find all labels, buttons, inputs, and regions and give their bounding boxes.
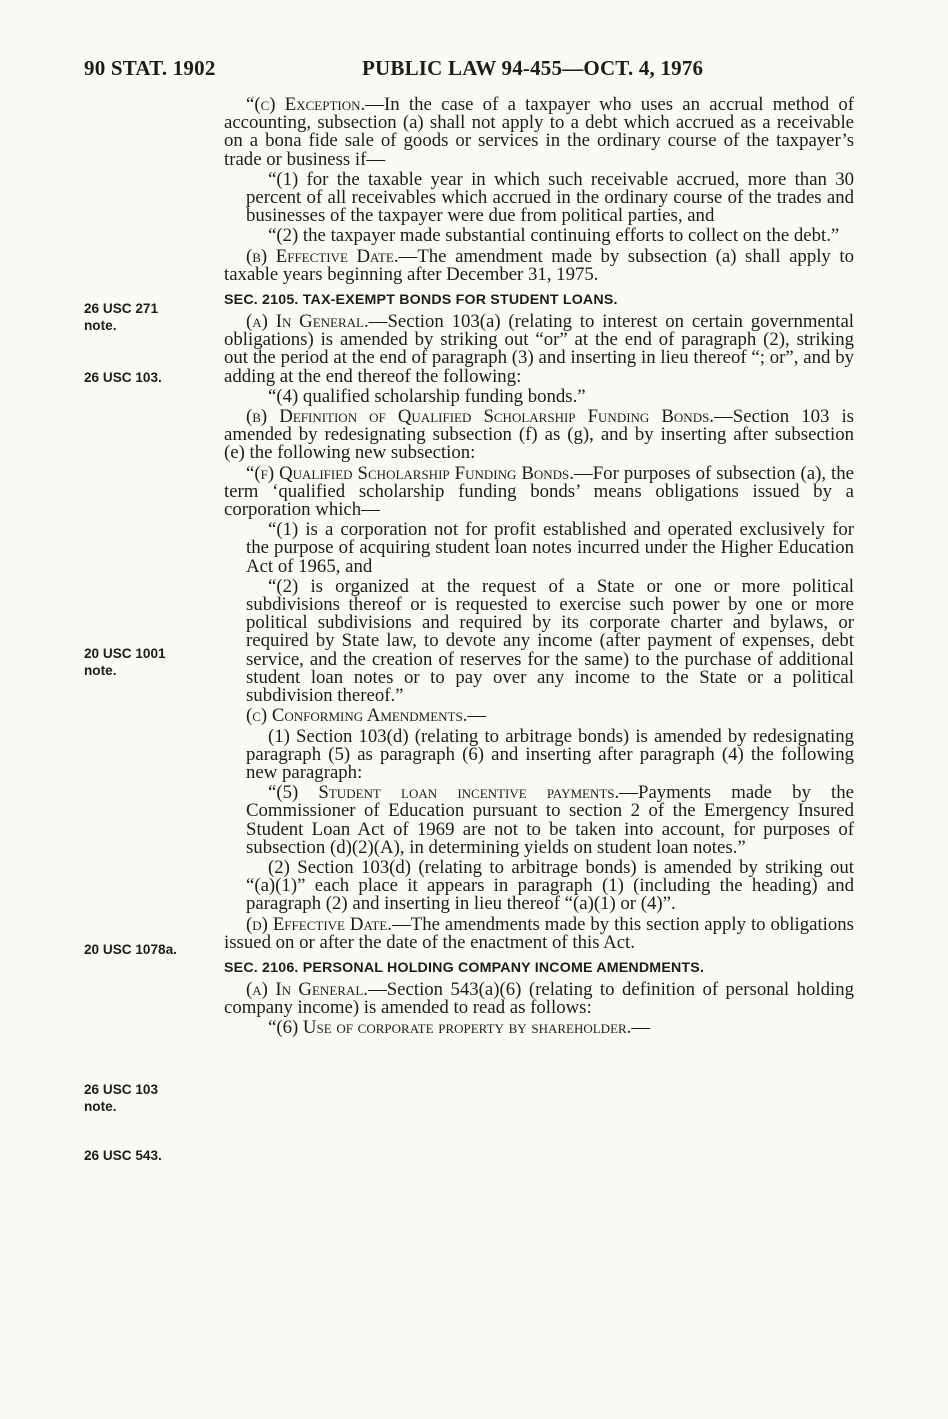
margin-note-26-usc-103-note: 26 USC 103 note. bbox=[84, 1082, 159, 1114]
para-f2: “(2) is organized at the request of a State or one or more political subdivisions thereof or is requested to exercise such power by one or more political subdivisions and required by its corporate charter and bylaws, or required by State law, to devote any income (after payment of expenses, debt service, and the creation of reserves for the same) to the purchase of additional student loan notes or to pay over any income to the State or a political subdivision thereof.” bbox=[246, 575, 854, 707]
section-2105-heading: SEC. 2105. TAX-EXEMPT BONDS FOR STUDENT LOANS. bbox=[224, 292, 618, 309]
running-header: PUBLIC LAW 94-455—OCT. 4, 1976 bbox=[362, 56, 704, 80]
margin-note-20-usc-1001: 20 USC 1001 note. bbox=[84, 646, 166, 678]
para-c-conforming: (c) Conforming Amendments.— bbox=[246, 705, 487, 727]
margin-note-26-usc-271: 26 USC 271 note. bbox=[84, 301, 159, 333]
para-6-corporate-property: “(6) Use of corporate property by shareholder.— bbox=[268, 1017, 651, 1039]
margin-note-26-usc-543: 26 USC 543. bbox=[84, 1148, 162, 1163]
para-b-effective-date: (b) Effective Date.—The amendment made by subsection (a) shall apply to taxable years beginning after December 31, 1975. bbox=[224, 245, 854, 285]
para-c-exception: “(c) Exception.—In the case of a taxpayer who uses an accrual method of accounting, subsection (a) shall not apply to a debt which accrued as a receivable on a bona fide sale of goods or services in the ordinary course of the taxpayer’s trade or business if— bbox=[224, 94, 854, 170]
stat-page-number: 90 STAT. 1902 bbox=[84, 56, 216, 80]
margin-note-26-usc-103: 26 USC 103. bbox=[84, 370, 162, 385]
para-c2: “(2) the taxpayer made substantial continuing efforts to collect on the debt.” bbox=[268, 225, 840, 247]
para-d-effective-date: (d) Effective Date.—The amendments made by this section apply to obligations issued on or after the date of the enactment of this Act. bbox=[224, 913, 854, 953]
para-b-definition: (b) Definition of Qualified Scholarship Funding Bonds.—Section 103 is amended by redesignating subsection (f) as (g), and by inserting after subsection (e) the following new subsection: bbox=[224, 406, 854, 464]
para-f-qualified-bonds: “(f) Qualified Scholarship Funding Bonds.—For purposes of subsection (a), the term ‘qualified scholarship funding bonds’ means obligations issued by a corporation which— bbox=[224, 462, 854, 521]
para-cc1: (1) Section 103(d) (relating to arbitrage bonds) is amended by redesignating paragraph (5) as paragraph (6) and inserting after paragraph (4) the following new paragraph: bbox=[246, 725, 854, 783]
para-a-in-general-2106: (a) In General.—Section 543(a)(6) (relating to definition of personal holding company income) is amended to read as follows: bbox=[224, 978, 854, 1019]
para-5-student-loan: “(5) Student loan incentive payments.—Payments made by the Commissioner of Education pursuant to section 2 of the Emergency Insured Student Loan Act of 1969 are not to be taken into account, for purposes of subsection (d)(2)(A), in determining yields on student loan notes.” bbox=[246, 782, 854, 858]
section-2106-heading: SEC. 2106. PERSONAL HOLDING COMPANY INCOME AMENDMENTS. bbox=[224, 959, 705, 976]
statute-text bbox=[224, 96, 854, 1038]
para-c1: “(1) for the taxable year in which such receivable accrued, more than 30 percent of all receivables which accrued in the ordinary course of the trades and businesses of the taxpayer were due from political parties, and bbox=[246, 168, 854, 227]
para-f1: “(1) is a corporation not for profit established and operated exclusively for the purpose of acquiring student loan notes incurred under the Higher Education Act of 1965, and bbox=[246, 519, 854, 577]
para-cc2: (2) Section 103(d) (relating to arbitrage bonds) is amended by striking out “(a)(1)” each place it appears in paragraph (1) (including the heading) and paragraph (2) and inserting in lieu thereof “(a)(1) or (4)”. bbox=[246, 856, 854, 915]
para-a4: “(4) qualified scholarship funding bonds.” bbox=[268, 385, 586, 407]
bleed-through-mark bbox=[864, 124, 867, 138]
margin-note-20-usc-1078a: 20 USC 1078a. bbox=[84, 942, 177, 957]
para-a-in-general: (a) In General.—Section 103(a) (relating to interest on certain governmental obligations) is amended by striking out “or” at the end of paragraph (2), striking out the period at the end of paragraph (3) and inserting in lieu thereof “; or”, and by adding at the end thereof the following: bbox=[224, 311, 854, 387]
